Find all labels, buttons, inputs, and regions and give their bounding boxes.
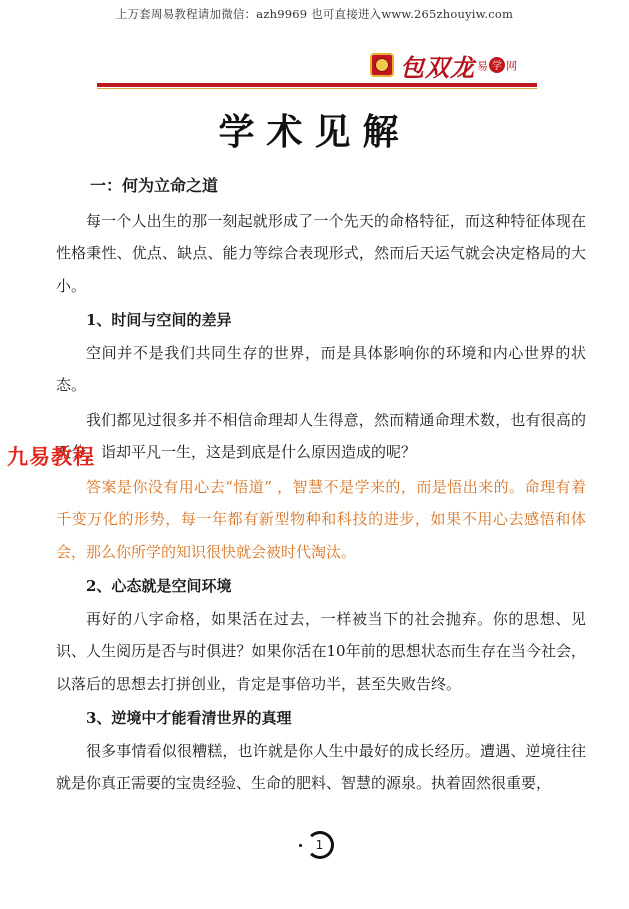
paragraph: 很多事情看似很糟糕，也许就是你人生中最好的成长经历。遭遇、逆境往往就是你真正需要的宝贵经验、生命的肥料、智慧的源泉。执着固然很重要， — [56, 741, 586, 792]
ring-icon — [306, 831, 334, 859]
watermark: 九易教程 — [7, 445, 95, 469]
brand-suffix — [477, 57, 517, 74]
section-heading: 一：何为立命之道 — [90, 176, 219, 195]
brand-suffix-3: 网 — [506, 59, 517, 73]
page-title: 学术见解 — [218, 111, 411, 153]
article-body — [56, 170, 586, 802]
top-banner: 上万套周易教程请加微信：azh9969 也可直接进入www.265zhouyiw.com — [115, 7, 514, 21]
brand-suffix-2: 学 — [489, 57, 505, 73]
paragraph: 我们都见过很多并不相信命理却人生得意，然而精通命理术数，也有很高的天分，诣却平凡一生，这是到底是什么原因造成的呢？ — [56, 410, 586, 461]
paragraph: 每一个人出生的那一刻起就形成了一个先天的命格特征，而这种特征体现在性格秉性、优点、缺点、能力等综合表现形式，然而后天运气就会决定格局的大小。 — [56, 211, 586, 295]
brand-logo — [370, 48, 540, 82]
header-rule-accent — [97, 88, 537, 89]
subsection-heading: 2、心态就是空间环境 — [86, 577, 232, 595]
brand-suffix-1: 易 — [477, 59, 488, 73]
subsection-heading: 3、逆境中才能看清世界的真理 — [86, 709, 292, 727]
brand-name: 包双龙 — [400, 52, 475, 82]
seal-icon — [370, 53, 394, 77]
paragraph: 再好的八字命格，如果活在过去，一样被当下的社会抛弃。你的思想、见识、人生阅历是否与时俱进？如果你活在10年前的思想状态而生存在当今社会，以落后的思想去打拼创业，肯定是事倍功半，甚至失败告终。 — [56, 609, 586, 693]
subsection-heading: 1、时间与空间的差异 — [86, 311, 232, 329]
header-rule — [97, 83, 537, 87]
page-number-label: 1 — [315, 838, 324, 852]
page-dot — [299, 844, 302, 847]
highlighted-paragraph: 答案是你没有用心去“悟道” ，智慧不是学来的，而是悟出来的。命理有着千变万化的形势，每一年都有新型物种和科技的进步，如果不用心去感悟和体会，那么你所学的知识很快就会被时代淘汰。 — [56, 477, 586, 561]
page-number — [296, 828, 336, 862]
paragraph: 空间并不是我们共同生存的世界，而是具体影响你的环境和内心世界的状态。 — [56, 343, 586, 394]
